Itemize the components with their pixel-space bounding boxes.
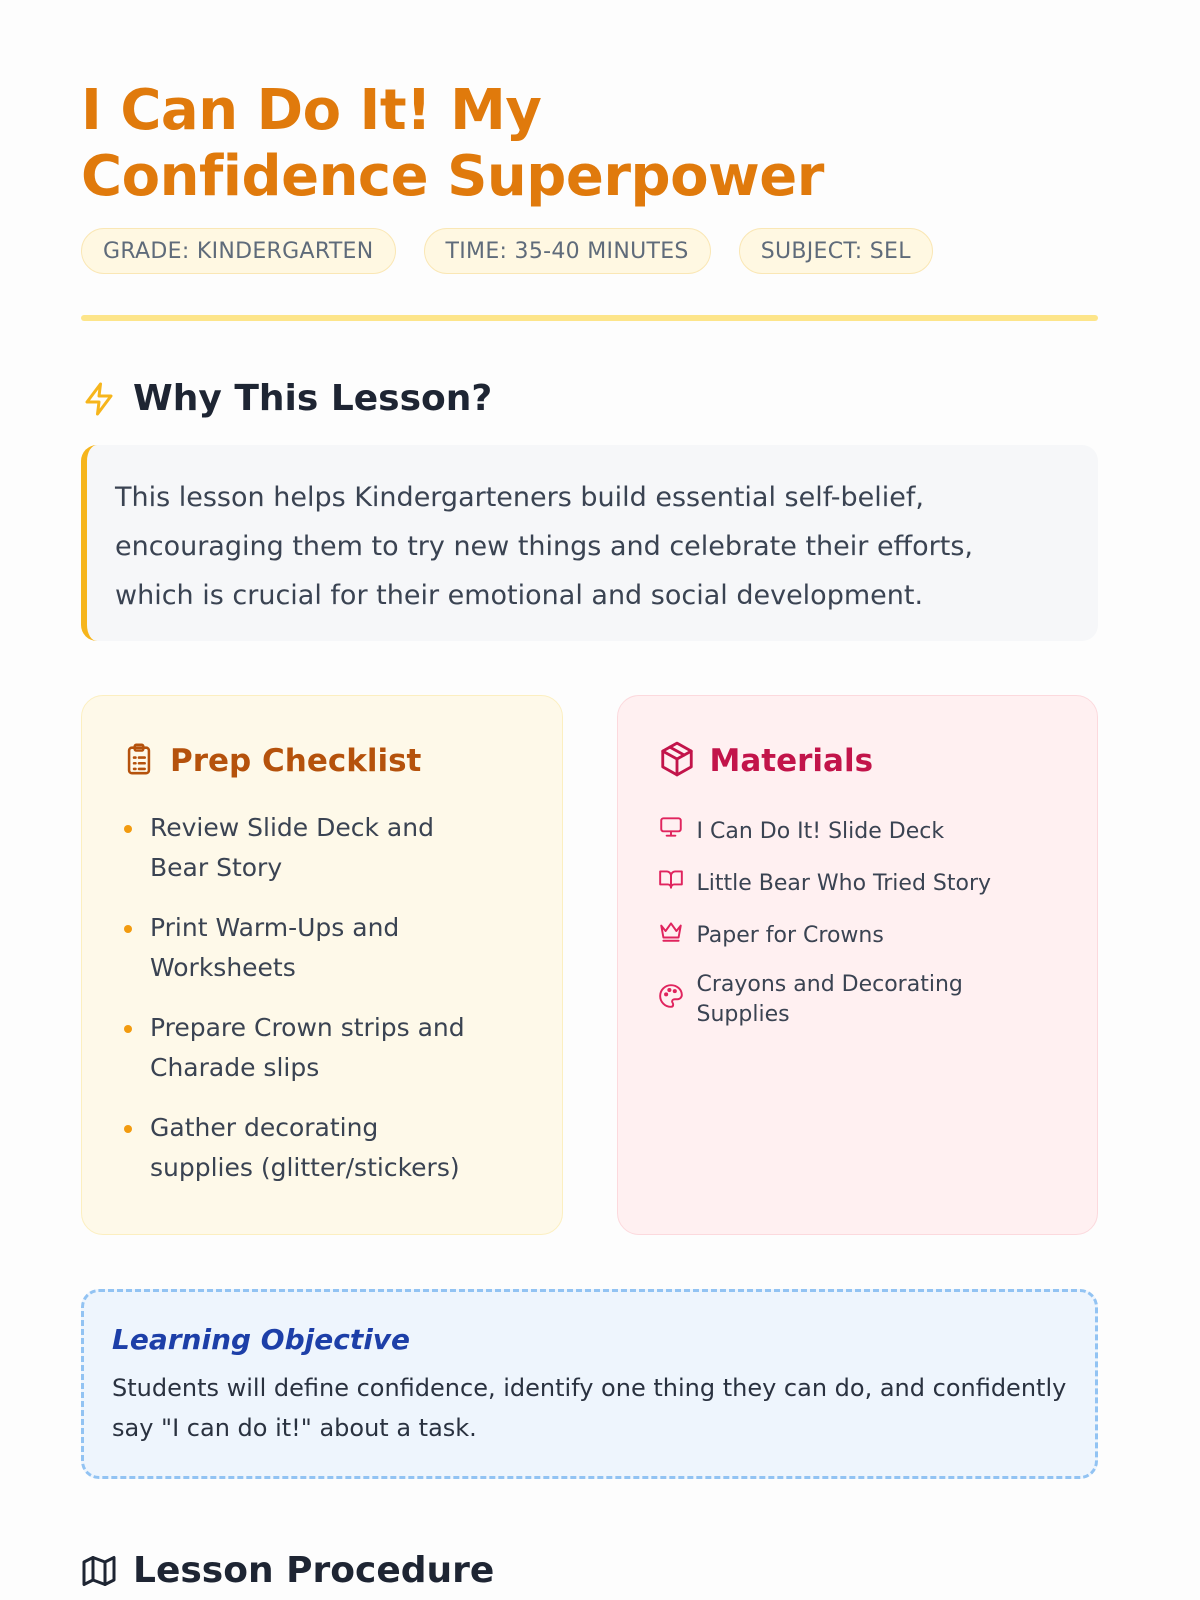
prep-list xyxy=(122,808,522,1188)
learning-objective-box xyxy=(81,1289,1098,1479)
lightning-icon xyxy=(81,379,117,419)
prep-item xyxy=(122,908,480,988)
bullet-dot xyxy=(124,1125,132,1133)
map-icon xyxy=(81,1552,117,1590)
material-label: Crayons and Decorating Supplies xyxy=(696,972,963,1027)
subject-tag: SUBJECT: SEL xyxy=(739,228,933,274)
prep-card-header xyxy=(122,740,522,782)
prep-heading: Prep Checklist xyxy=(170,743,422,779)
prep-materials-row xyxy=(81,695,1098,1235)
prep-item xyxy=(122,1108,480,1188)
materials-heading: Materials xyxy=(709,743,874,779)
header-divider xyxy=(81,315,1098,321)
crown-icon xyxy=(658,918,697,953)
prep-checklist-card xyxy=(81,695,563,1235)
prep-item xyxy=(122,1008,480,1088)
page-title: I Can Do It! My Confidence Superpower xyxy=(81,78,824,209)
package-icon xyxy=(658,740,696,782)
material-label: Paper for Crowns xyxy=(696,922,884,948)
materials-card-header xyxy=(658,740,1058,782)
material-item xyxy=(658,866,1058,901)
material-label: Little Bear Who Tried Story xyxy=(696,870,992,896)
procedure-section-heading xyxy=(81,1549,1098,1593)
why-text: This lesson helps Kindergarteners build essential self-belief, encouraging them to try new things and celebrate their efforts, which is crucial for their emotional and social development. xyxy=(115,482,974,611)
bullet-dot xyxy=(124,1025,132,1033)
prep-item-text: Review Slide Deck and Bear Story xyxy=(150,813,434,882)
clipboard-icon xyxy=(122,740,156,782)
palette-icon xyxy=(658,983,697,1018)
material-label: I Can Do It! Slide Deck xyxy=(696,818,945,844)
monitor-icon xyxy=(658,814,697,849)
bullet-dot xyxy=(124,925,132,933)
material-item xyxy=(658,970,1058,1030)
objective-heading: Learning Objective xyxy=(112,1323,411,1356)
bullet-dot xyxy=(124,825,132,833)
procedure-heading: Lesson Procedure xyxy=(133,1550,495,1591)
prep-item-text: Gather decorating supplies (glitter/stickers) xyxy=(150,1113,460,1182)
prep-item xyxy=(122,808,480,888)
prep-item-text: Prepare Crown strips and Charade slips xyxy=(150,1013,465,1082)
why-callout xyxy=(81,445,1098,641)
materials-list xyxy=(658,814,1058,1030)
grade-tag: GRADE: KINDERGARTEN xyxy=(81,228,396,274)
material-item xyxy=(658,918,1058,953)
why-heading: Why This Lesson? xyxy=(133,378,493,419)
why-section-heading xyxy=(81,377,1098,421)
lesson-tags xyxy=(81,228,1098,274)
objective-text: Students will define confidence, identify one thing they can do, and confidently say "I can do it!" about a task. xyxy=(112,1374,1067,1442)
book-icon xyxy=(658,866,697,901)
time-tag: TIME: 35-40 MINUTES xyxy=(424,228,711,274)
prep-item-text: Print Warm-Ups and Worksheets xyxy=(150,913,400,982)
material-item xyxy=(658,814,1058,849)
materials-card xyxy=(617,695,1099,1235)
